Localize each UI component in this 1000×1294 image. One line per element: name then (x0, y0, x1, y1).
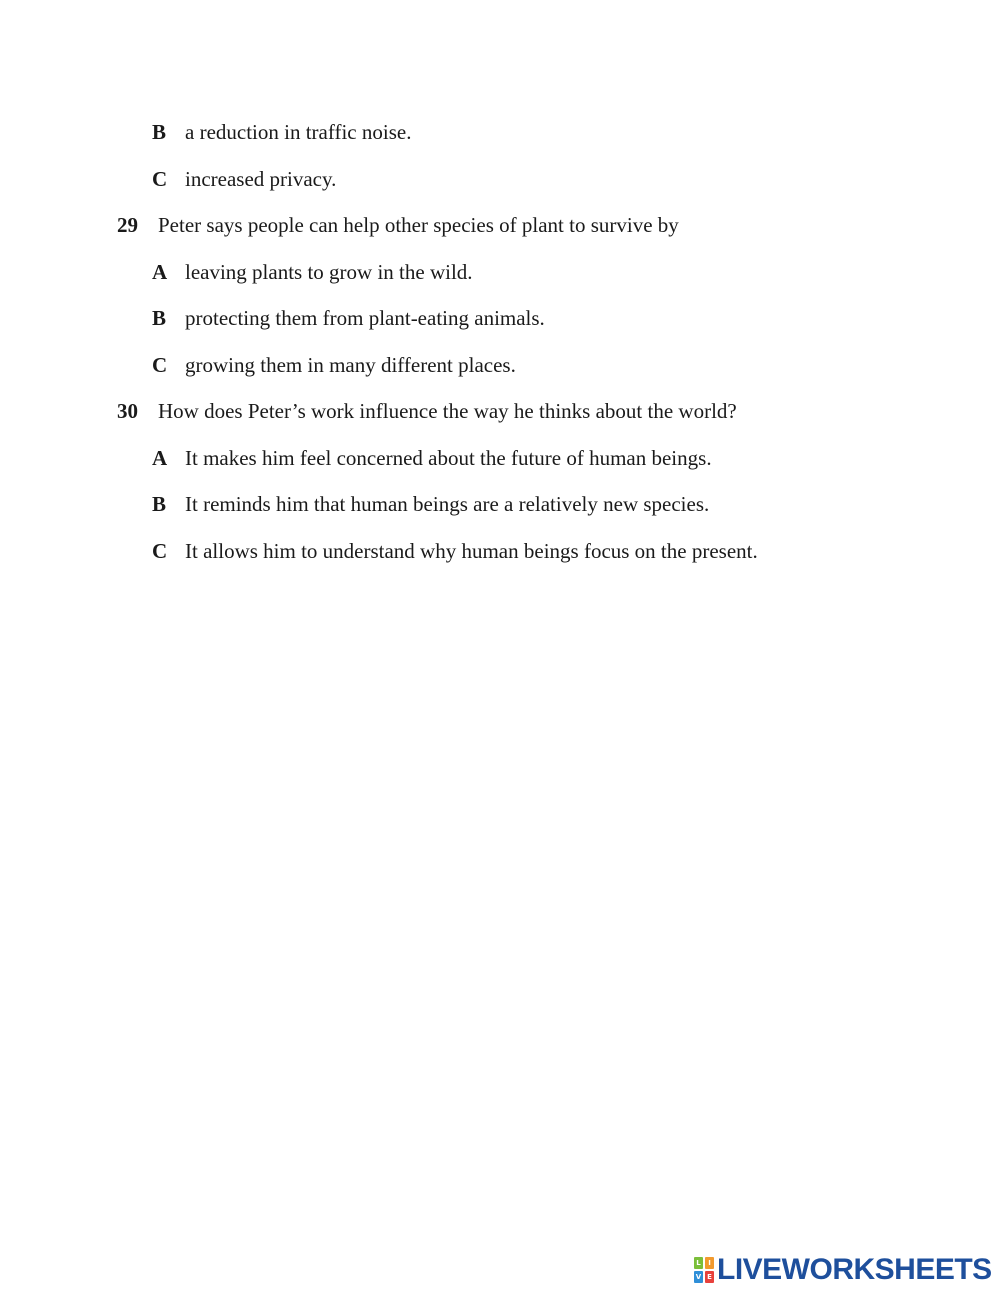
question-number: 30 (117, 399, 138, 423)
option-letter: C (152, 167, 168, 191)
logo-block-v: V (695, 1273, 702, 1281)
logo-text: LIVEWORKSHEETS (717, 1253, 992, 1286)
option-text: leaving plants to grow in the wild. (185, 260, 473, 284)
option-text: It allows him to understand why human beings focus on the present. (185, 539, 758, 563)
option-letter: C (152, 539, 168, 563)
logo-block-l: L (694, 1257, 703, 1269)
option-text: increased privacy. (185, 167, 337, 191)
question-text: How does Peter’s work influence the way he thinks about the world? (158, 399, 737, 423)
option-text: protecting them from plant-eating animals. (185, 306, 545, 330)
question-text: Peter says people can help other species of plant to survive by (158, 213, 679, 237)
option-text: It makes him feel concerned about the future of human beings. (185, 446, 712, 470)
option-text: a reduction in traffic noise. (185, 120, 412, 144)
live-blocks-icon (694, 1257, 714, 1283)
question-number: 29 (117, 213, 138, 237)
option-letter: A (152, 446, 168, 470)
option-text: It reminds him that human beings are a relatively new species. (185, 492, 710, 516)
option-letter: C (152, 353, 168, 377)
option-letter: A (152, 260, 168, 284)
logo-block-i: I (705, 1257, 714, 1269)
option-letter: B (152, 492, 167, 516)
option-text: growing them in many different places. (185, 353, 516, 377)
option-letter: B (152, 306, 167, 330)
logo-block-e: E (705, 1271, 714, 1283)
option-letter: B (152, 120, 167, 144)
liveworksheets-logo[interactable] (694, 1254, 992, 1286)
